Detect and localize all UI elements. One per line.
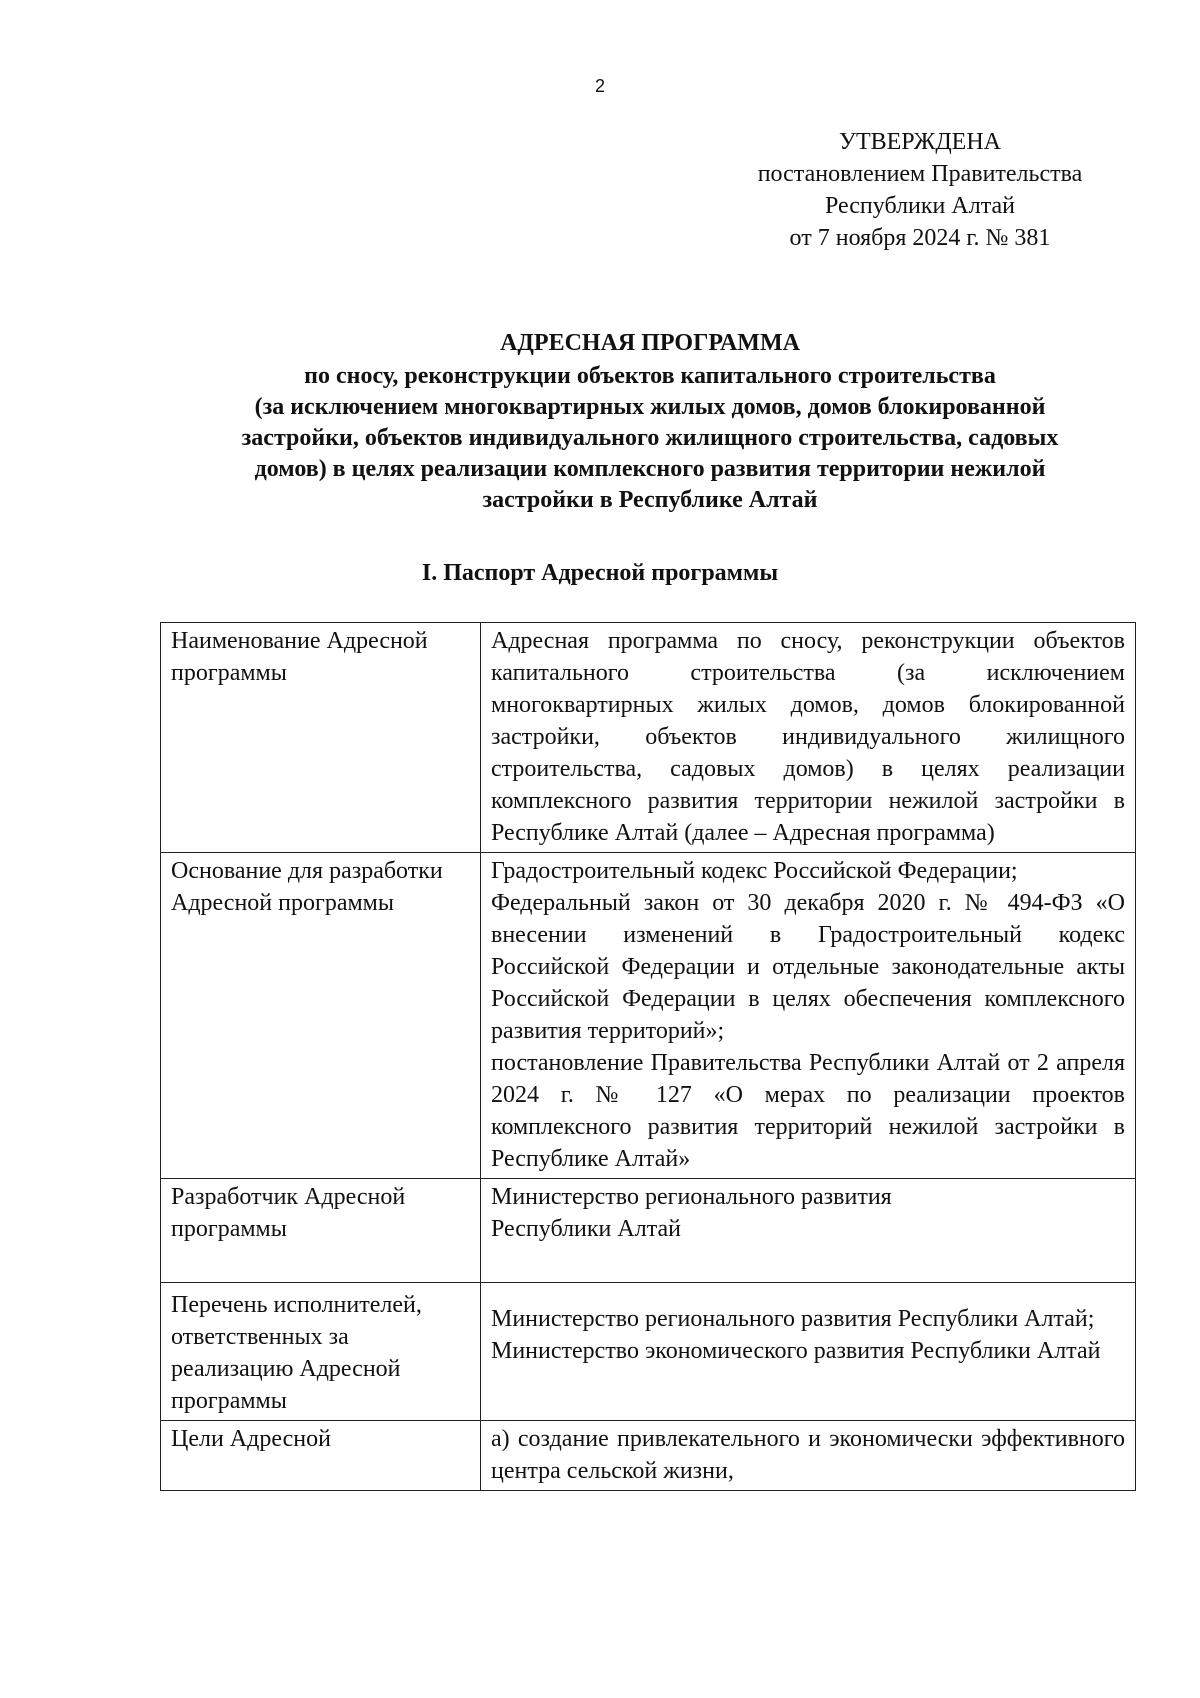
title-subtitle-line: домов) в целях реализации комплексного развития территории нежилой — [254, 456, 1046, 482]
row-value — [481, 853, 1136, 1179]
title-subtitle-line: застройки в Республике Алтай — [482, 487, 818, 513]
table-row — [161, 853, 1136, 1179]
table-row — [161, 1283, 1136, 1421]
approval-line-date: от 7 ноября 2024 г. № 381 — [789, 225, 1051, 251]
value-line: Министерство регионального развития — [491, 1184, 892, 1210]
row-label — [161, 853, 481, 1179]
approval-line-approved: УТВЕРЖДЕНА — [838, 129, 1002, 155]
value-paragraph: Министерство регионального развития Республики Алтай; — [491, 1306, 1095, 1332]
row-label: Наименование Адресной программы — [161, 623, 481, 853]
row-value — [481, 1179, 1136, 1283]
title-subtitle-line: застройки, объектов индивидуального жилищного строительства, садовых — [241, 425, 1059, 451]
label-text: Основание для разработки Адресной программы — [171, 858, 443, 916]
table-row — [161, 1179, 1136, 1283]
value-paragraph: Министерство экономического развития Республики Алтай — [491, 1338, 1101, 1364]
row-label: Перечень исполнителей, ответственных за реализацию Адресной программы — [161, 1283, 481, 1421]
document-title — [150, 328, 1150, 516]
title-subtitle-line: (за исключением многоквартирных жилых домов, домов блокированной — [254, 394, 1046, 420]
title-main: АДРЕСНАЯ ПРОГРАММА — [500, 330, 800, 356]
row-label: Цели Адресной — [161, 1421, 481, 1491]
passport-table — [160, 622, 1136, 1491]
row-value: Адресная программа по сносу, реконструкции объектов капитального строительства (за исключением многоквартирных жилых домов, домов блокированной застройки, объектов индивидуального жилищного строительства, садовых домов) в целях реализации комплексного развития территории нежилой застройки в Республике Алтай (далее – Адресная программа) — [481, 623, 1136, 853]
table-row — [161, 1421, 1136, 1491]
approval-stamp — [730, 126, 1110, 254]
value-paragraph: постановление Правительства Республики Алтай от 2 апреля 2024 г. № 127 «О мерах по реализации проектов комплексного развития территорий нежилой застройки в Республике Алтай» — [491, 1050, 1125, 1172]
value-paragraph: Федеральный закон от 30 декабря 2020 г. № 494-ФЗ «О внесении изменений в Градостроительный кодекс Российской Федерации и отдельные законодательные акты Российской Федерации в целях обеспечения комплексного развития территорий»; — [491, 890, 1125, 1044]
title-subtitle-line: по сносу, реконструкции объектов капитального строительства — [304, 363, 996, 389]
section-heading: I. Паспорт Адресной программы — [421, 560, 779, 586]
approval-line-republic: Республики Алтай — [825, 193, 1015, 219]
value-line: Республики Алтай — [491, 1216, 681, 1242]
page-number: 2 — [594, 76, 605, 96]
approval-line-resolution: постановлением Правительства — [757, 161, 1083, 187]
row-value: а) создание привлекательного и экономически эффективного центра сельской жизни, — [481, 1421, 1136, 1491]
row-value — [481, 1283, 1136, 1421]
table-row — [161, 623, 1136, 853]
row-label: Разработчик Адресной программы — [161, 1179, 481, 1283]
value-paragraph: Градостроительный кодекс Российской Федерации; — [491, 858, 1018, 884]
